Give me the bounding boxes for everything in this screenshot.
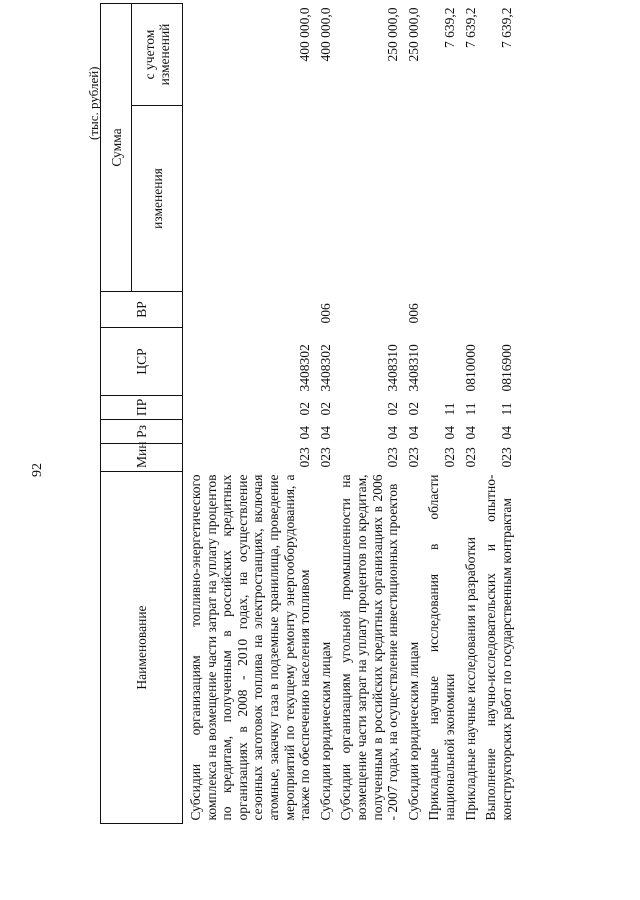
row-min: 023 <box>498 447 514 468</box>
row-pr: 02 <box>405 402 421 416</box>
row-min: 023 <box>405 447 421 468</box>
row-name: Субсидии организациям угольной промышленности на возмещение части затрат на уплату процентов по кредитам, полученным в российских кредитных организациях в 2006 - 2007 годах, на осуществление инвестиционных проектов <box>338 474 401 821</box>
row-total: 400 000,0 <box>317 7 333 62</box>
table-row <box>458 3 479 823</box>
row-rz: 04 <box>462 426 478 440</box>
row-changes <box>401 106 422 292</box>
table-row <box>421 3 457 823</box>
row-min: 023 <box>317 447 333 468</box>
header-changes: изменения <box>132 106 183 292</box>
row-rz: 04 <box>385 426 401 440</box>
row-csr: 3408310 <box>405 344 421 392</box>
row-csr: 0816900 <box>498 344 514 392</box>
table-row <box>183 3 313 823</box>
row-rz: 04 <box>317 426 333 440</box>
header-name: Наименование <box>101 472 183 824</box>
row-changes <box>333 106 400 292</box>
row-name: Прикладные научные исследования и разработки <box>462 537 478 821</box>
row-csr: 3408302 <box>317 344 333 392</box>
header-csr: ЦСР <box>101 328 183 396</box>
row-total: 250 000,0 <box>405 7 421 62</box>
row-min: 023 <box>297 447 313 468</box>
row-rz: 04 <box>498 426 514 440</box>
table-row <box>401 3 422 823</box>
row-csr: 0810000 <box>462 344 478 392</box>
header-pr: ПР <box>101 396 183 420</box>
row-vr <box>183 292 313 328</box>
row-pr: 11 <box>441 402 457 416</box>
row-vr <box>333 292 400 328</box>
row-pr: 11 <box>462 402 478 416</box>
row-changes <box>478 106 514 292</box>
header-with-changes: с учетом изменений <box>132 3 183 105</box>
row-total: 7 639,2 <box>498 7 514 48</box>
header-min: Мин <box>101 444 183 472</box>
row-changes <box>421 106 457 292</box>
row-changes <box>313 106 334 292</box>
row-pr: 02 <box>297 402 313 416</box>
row-total: 250 000,0 <box>385 7 401 62</box>
row-vr: 006 <box>317 303 333 324</box>
table-body <box>183 3 515 823</box>
header-vr: ВР <box>101 292 183 328</box>
row-min: 023 <box>441 447 457 468</box>
row-name: Субсидии юридическим лицам <box>405 641 421 821</box>
row-vr <box>421 292 457 328</box>
header-rz: Рз <box>101 420 183 444</box>
row-total: 400 000,0 <box>297 7 313 62</box>
row-rz: 04 <box>297 426 313 440</box>
header-sum: Сумма <box>101 3 132 291</box>
row-csr <box>421 328 457 396</box>
row-pr: 11 <box>498 402 514 416</box>
row-name: Субсидии юридическим лицам <box>317 641 333 821</box>
row-rz: 04 <box>441 426 457 440</box>
row-min: 023 <box>462 447 478 468</box>
table-row <box>313 3 334 823</box>
row-changes <box>458 106 479 292</box>
row-rz: 04 <box>405 426 421 440</box>
row-pr: 02 <box>385 402 401 416</box>
row-vr <box>458 292 479 328</box>
row-vr <box>478 292 514 328</box>
row-name: Прикладные научные исследования в области национальной экономики <box>426 474 457 821</box>
row-name: Субсидии организациям топливно-энергетического комплекса на возмещение части затрат на уплату процентов по кредитам, полученным в российских кредитных организациях в 2008 - 2010 годах, на осуществление сезонных заготовок топлива на электростанциях, включая атомные, закачку газа в подземные хранилища, проведение мероприятий по текущему ремонту энергооборудования, а также по обеспечению населения топливом <box>188 474 313 821</box>
row-total: 7 639,2 <box>441 7 457 48</box>
row-pr: 02 <box>317 402 333 416</box>
row-vr: 006 <box>405 303 421 324</box>
row-name: Выполнение научно-исследовательских и опытно-конструкторских работ по государственным контрактам <box>483 474 514 821</box>
row-min: 023 <box>385 447 401 468</box>
row-changes <box>183 106 313 292</box>
table-row <box>478 3 514 823</box>
row-csr: 3408302 <box>297 344 313 392</box>
units-note: (тыс. рублей) <box>86 66 101 140</box>
table-row <box>333 3 400 823</box>
row-total: 7 639,2 <box>462 7 478 48</box>
row-csr: 3408310 <box>385 344 401 392</box>
page-number: 92 <box>30 463 45 477</box>
budget-table <box>100 3 514 824</box>
